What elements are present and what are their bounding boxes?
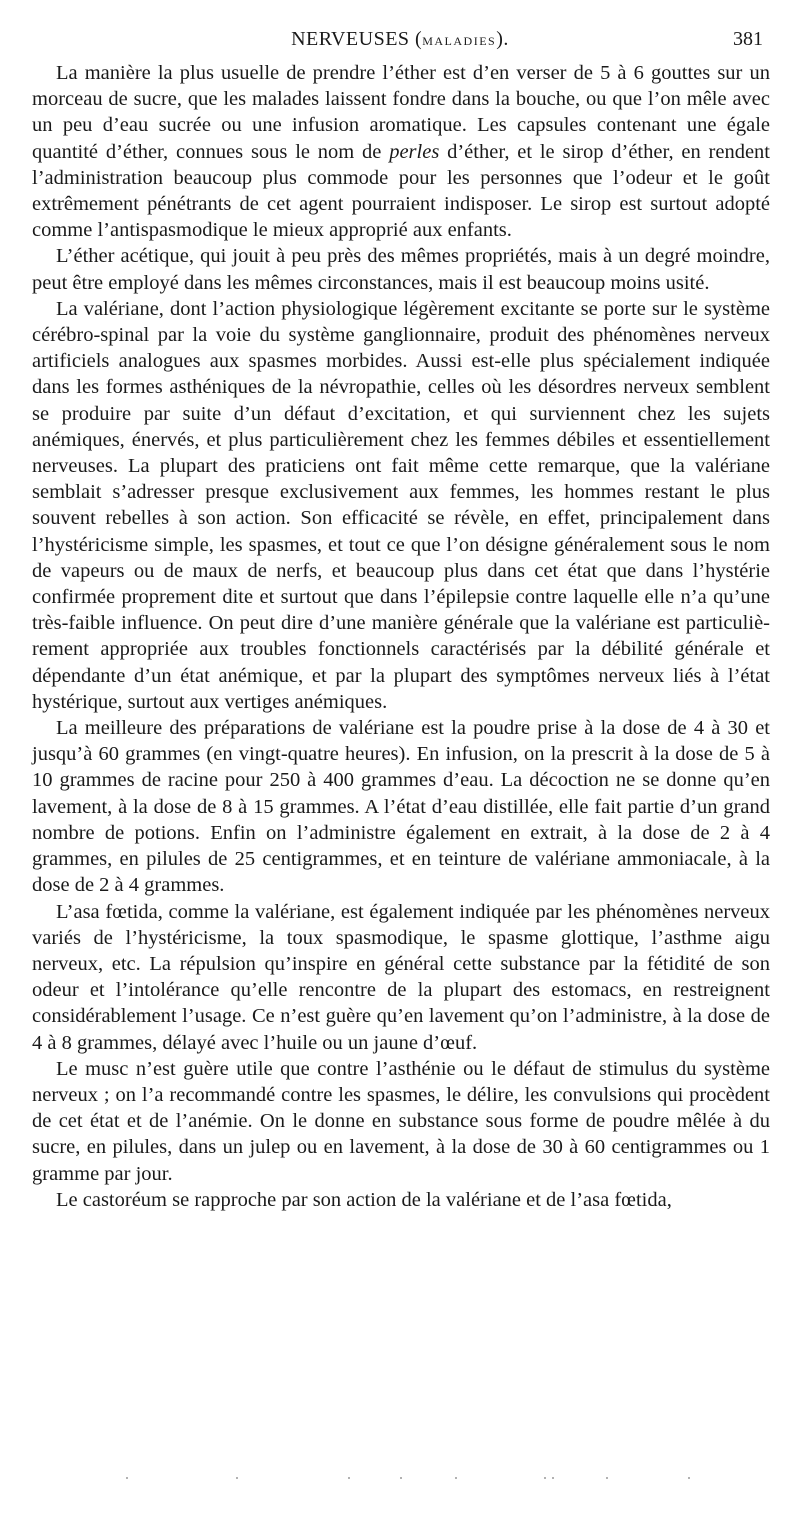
paragraph-ether-italic-term: perles <box>389 140 440 163</box>
paragraph-castoreum: Le castoréum se rapproche par son action de la valériane et de l’asa fœtida, <box>56 1188 672 1211</box>
running-header <box>0 28 800 56</box>
speck <box>552 1477 554 1479</box>
paragraph-ether-text-2: d’éther, et le sirop d’éther, en rendent l’administration beaucoup plus commode pour les personnes que l’odeur et le goût extrêmement pénétrants de cet agent pourraient indisposer. Le sirop est surtout adopté comme l’antispasmodique le mieux approprié aux enfants. <box>32 140 771 242</box>
body-text <box>32 60 770 1213</box>
running-title-small-caps: MALADIES <box>422 34 497 48</box>
paragraph-ether-acetique: L’éther acétique, qui jouit à peu près des mêmes propriétés, mais à un degré moindre, peut être employé dans les mêmes circonstances, mais il est beaucoup moins usité. <box>32 245 770 294</box>
speck <box>544 1477 546 1479</box>
running-title-main: NERVEUSES ( <box>291 28 423 50</box>
speck <box>606 1477 608 1479</box>
speck <box>236 1477 238 1479</box>
print-specks <box>0 1477 800 1487</box>
paragraph-asa-foetida: L’asa fœtida, comme la valériane, est également indiquée par les phénomènes nerveux variés de l’hystéricisme, la toux spasmodique, le spasme glottique, l’asthme aigu nerveux, etc. La répulsion qu’inspire en général cette substance par la fétidité de son odeur et l’intolérance qu’elle rencontre de la plupart des estomacs, en restreignent considérablement l’usage. Ce n’est guère qu’en lavement qu’on l’administre, à la dose de 4 à 8 grammes, délayé avec l’huile ou un jaune d’œuf. <box>32 900 770 1054</box>
paragraph-valeriane: La valériane, dont l’action physiologique légèrement excitante se porte sur le système cérébro-spinal par la voie du système ganglionnaire, produit des phénomènes nerveux artificiels analogues aux spasmes morbides. Aussi est-elle plus spécialement indiquée dans les formes asthéniques de la névropathie, celles où les désordres nerveux semblent se produire par suite d’un défaut d’excitation, et qui surviennent chez les sujets anémiques, énervés, et plus particulièrement chez les femmes débiles et essentiellement nerveuses. La plupart des praticiens ont fait même cette remarque, que la valériane semblait s’adresser presque exclusivement aux femmes, les hommes restant le plus souvent rebelles à son action. Son efficacité se révèle, en effet, principalement dans l’hystéricisme simple, les spasmes, et tout ce que l’on désigne généralement sous le nom de vapeurs ou de maux de nerfs, et beaucoup plus dans cet état que dans l’hystérie confirmée proprement dite et surtout que dans l’épilepsie contre laquelle elle n’a qu’une très-faible influence. On peut dire d’une manière générale que la valériane est particulièrement appropriée aux troubles fonctionnels caractérisés par la débilité générale et dépendante d’un état anémique, et par la plupart des symptômes nerveux liés à l’état hystérique, surtout aux vertiges anémiques. <box>32 297 770 713</box>
speck <box>400 1477 402 1479</box>
paragraph-ether <box>32 60 770 243</box>
speck <box>688 1477 690 1479</box>
running-title-end: ). <box>496 28 509 50</box>
speck <box>348 1477 350 1479</box>
paragraph-ether-text-1: La manière la plus usuelle de prendre l’éther est d’en verser de 5 à 6 gouttes sur un morceau de sucre, que les malades laissent fondre dans la bouche, ou que l’on mêle avec un peu d’eau sucrée ou une infusion aromatique. Les capsules contenant une égale quantité d’éther, connues sous le nom de <box>32 62 770 163</box>
running-title <box>0 28 800 51</box>
page-number: 381 <box>733 28 763 50</box>
speck <box>126 1477 128 1479</box>
paragraph-valeriane-preparations: La meilleure des préparations de valériane est la poudre prise à la dose de 4 à 30 et jusqu’à 60 grammes (en vingt-quatre heures). En infusion, on la prescrit à la dose de 5 à 10 grammes de racine pour 250 à 400 grammes d’eau. La décoction ne se donne qu’en lavement, à la dose de 8 à 15 grammes. A l’état d’eau distillée, elle fait partie d’un grand nombre de potions. Enfin on l’administre également en extrait, à la dose de 2 à 4 grammes, en pilules de 25 centigrammes, et en teinture de valériane ammoniacale, à la dose de 2 à 4 grammes. <box>32 717 770 897</box>
speck <box>455 1477 457 1479</box>
paragraph-musc: Le musc n’est guère utile que contre l’asthénie ou le défaut de stimulus du système nerveux ; on l’a recommandé contre les spasmes, le délire, les convulsions qui procèdent de cet état et de l’anémie. On le donne en substance sous forme de poudre mêlée à du sucre, en pilules, dans un julep ou en lavement, à la dose de 30 à 60 centigrammes ou 1 gramme par jour. <box>32 1057 770 1185</box>
